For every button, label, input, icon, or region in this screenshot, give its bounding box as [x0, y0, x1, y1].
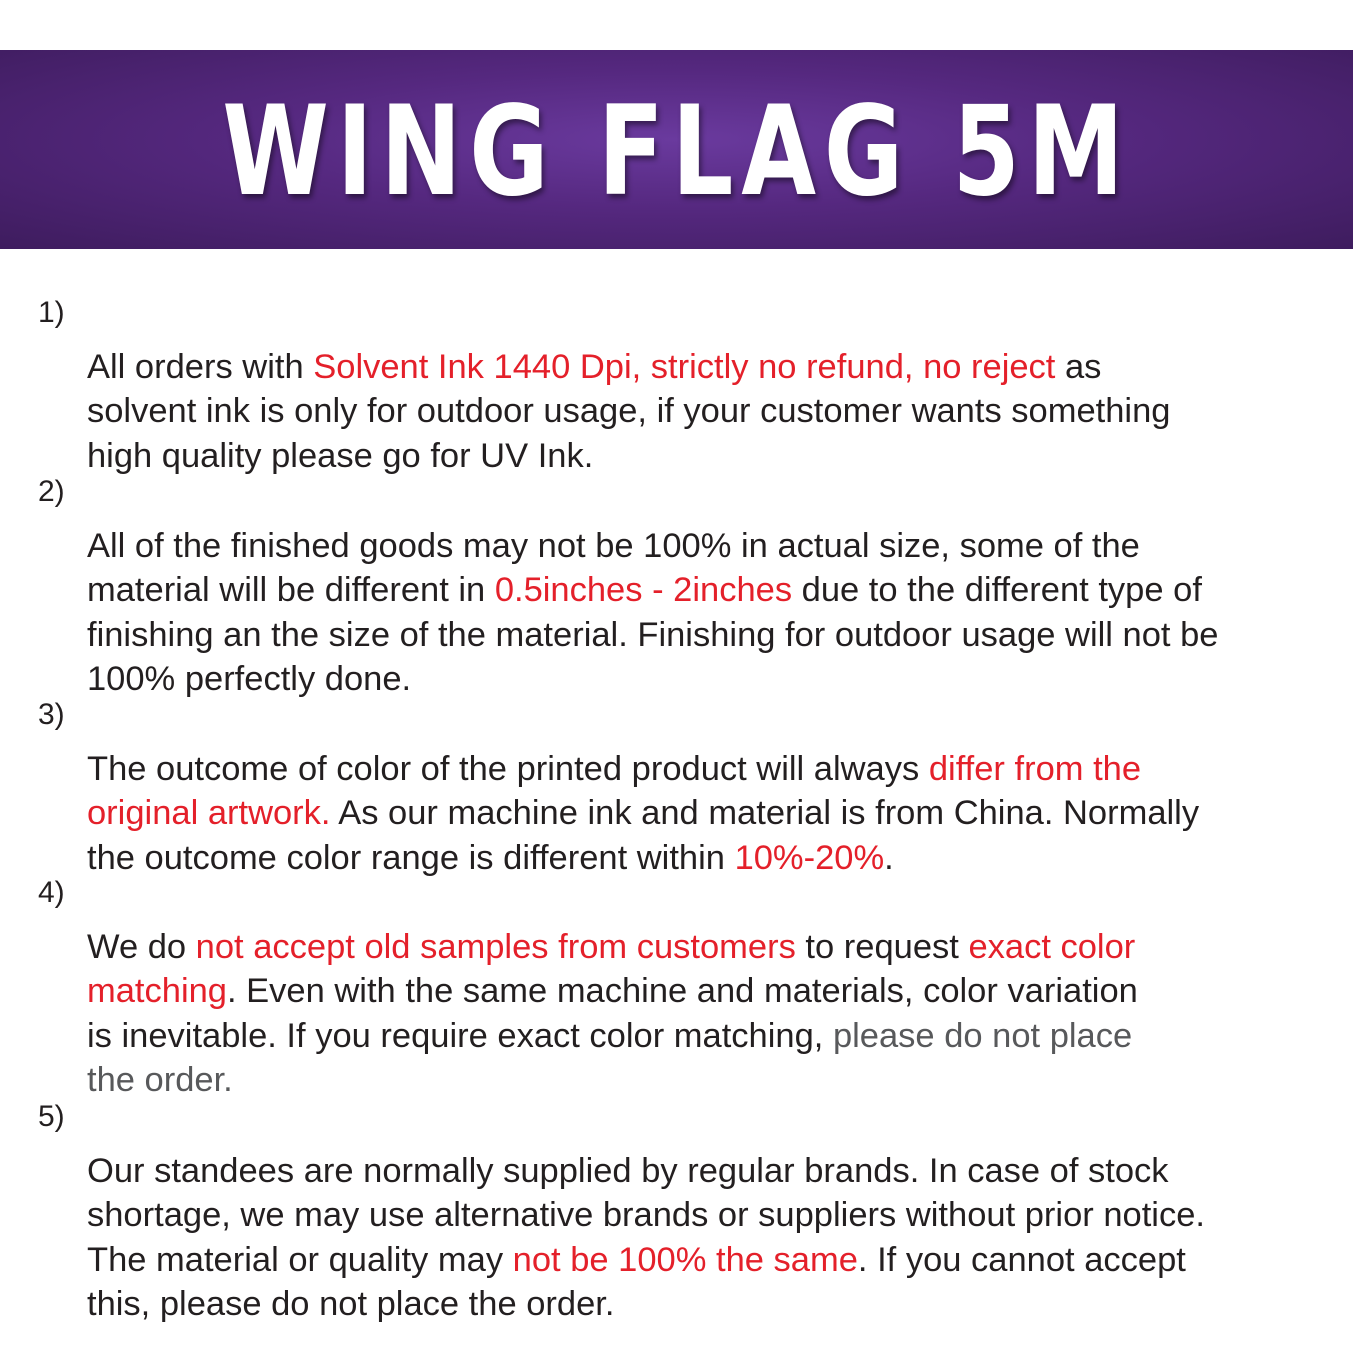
- term-number: 2): [38, 475, 65, 508]
- term-number: 3): [38, 698, 65, 731]
- term-highlight: exact color matching: [87, 927, 1136, 1010]
- term-highlight: Solvent Ink 1440 Dpi, strictly no refund, no reject: [313, 347, 1056, 386]
- term-highlight: 10%-20%: [734, 838, 885, 877]
- term-highlight: differ from the original artwork.: [87, 749, 1142, 832]
- term-highlight: 0.5inches - 2inches: [494, 571, 793, 609]
- term-text: [87, 702, 1327, 880]
- term-text: [87, 300, 1327, 478]
- term-segment: The outcome of color of the printed product will always: [87, 749, 929, 788]
- term-segment: As our machine ink and material is from China. Normally the outcome color range is different within: [87, 794, 1200, 877]
- term-text: [87, 880, 1327, 1103]
- term-segment: as solvent ink is only for outdoor usage, if your customer wants something high quality please go for UV Ink.: [87, 347, 1171, 475]
- term-number: 1): [38, 296, 65, 329]
- term-segment: Our standees are normally supplied by regular brands. In case of stock shortage, we may use alternative brands or suppliers without prior notice. The material or quality may: [87, 1151, 1205, 1279]
- term-segment: All of the finished goods may not be 100% in actual size, some of the material will be different in: [87, 526, 1140, 609]
- term-muted: please do not place the order.: [87, 1016, 1133, 1099]
- term-segment: All orders with: [87, 347, 314, 386]
- term-segment: due to the different type of finishing an the size of the material. Finishing for outdoor usage will not be 100% perfectly done.: [87, 571, 1219, 698]
- term-text: [87, 479, 1327, 702]
- term-segment: to request: [795, 927, 969, 966]
- term-number: 4): [38, 876, 65, 909]
- term-segment: .: [884, 838, 894, 877]
- page-title: WING FLAG 5M: [221, 79, 1132, 224]
- term-highlight: not be 100% the same: [512, 1240, 858, 1279]
- term-segment: We do: [87, 927, 196, 966]
- term-text: [87, 1104, 1327, 1327]
- term-segment: . Even with the same machine and materials, color variation is inevitable. If you require exact color matching,: [87, 972, 1138, 1055]
- term-number: 5): [38, 1100, 65, 1133]
- title-banner: [0, 50, 1353, 249]
- term-segment: . If you cannot accept this, please do not place the order.: [87, 1240, 1186, 1323]
- term-highlight: not accept old samples from customers: [195, 927, 796, 966]
